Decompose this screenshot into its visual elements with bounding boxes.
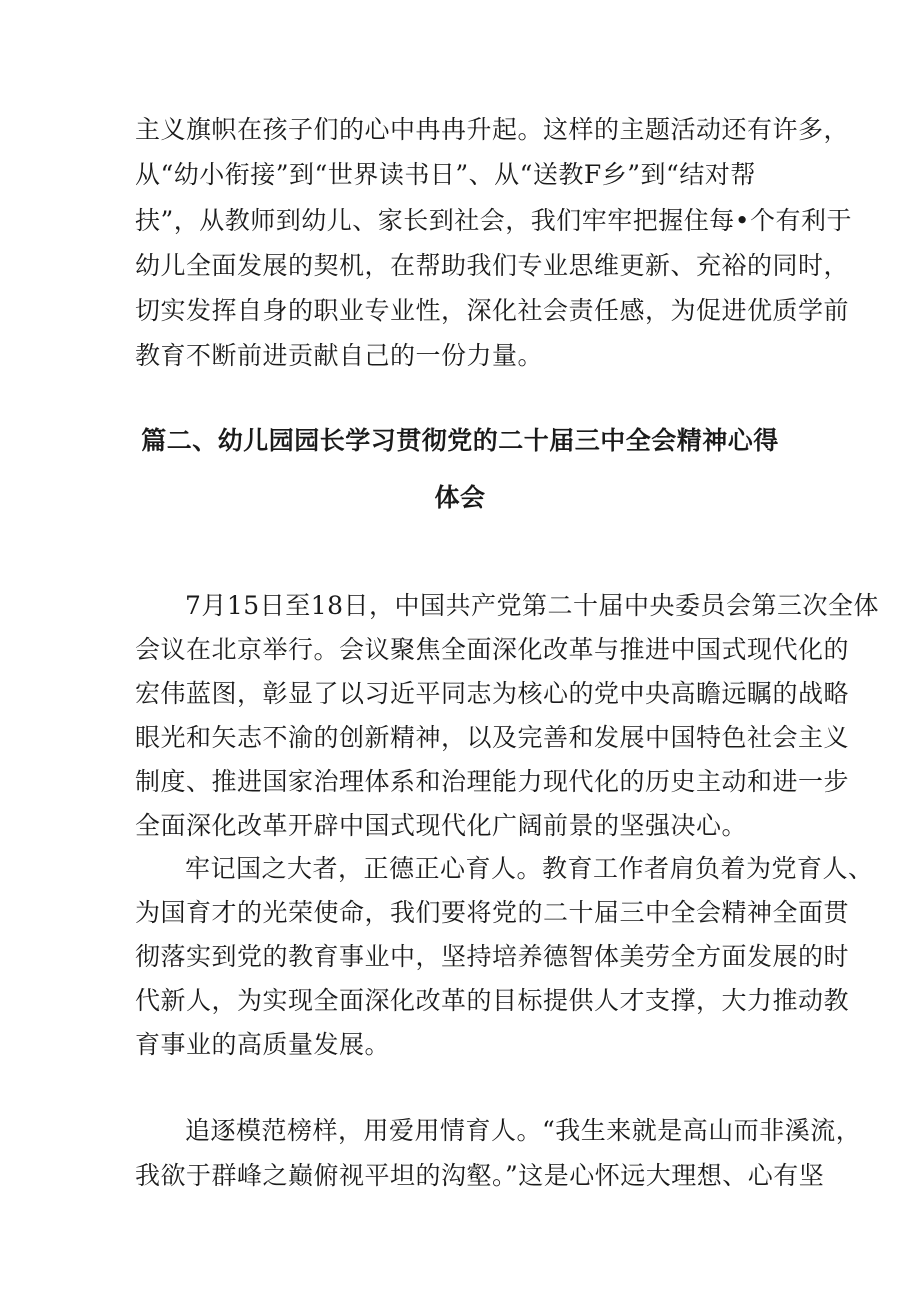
text-line: 幼儿全面发展的契机，在帮助我们专业思维更新、充裕的同时， bbox=[135, 251, 850, 280]
text-line: 育事业的高质量发展。 bbox=[135, 1030, 391, 1059]
text-line: 全面深化改革开辟中国式现代化广阔前景的坚强决心。 bbox=[135, 811, 748, 840]
text-line: 代新人，为实现全面深化改革的目标提供人才支撑，大力推动教 bbox=[135, 986, 850, 1015]
text-line: 彻落实到党的教育事业中，坚持培养德智体美劳全方面发展的时 bbox=[135, 942, 850, 971]
text-line: 从“幼小衔接”到“世界读书日”、从“送教F乡”到“结对帮 bbox=[135, 160, 756, 189]
text-line: 宏伟蓝图，彰显了以习近平同志为核心的党中央高瞻远瞩的战略 bbox=[135, 679, 850, 708]
text-line: 主义旗帜在孩子们的心中冉冉升起。这样的主题活动还有许多， bbox=[135, 115, 850, 144]
text-line: 追逐模范榜样，用爱用情育人。“我生来就是高山而非溪流， bbox=[185, 1116, 862, 1145]
text-line: 我欲于群峰之巅俯视平坦的沟壑。”这是心怀远大理想、心有坚 bbox=[135, 1161, 825, 1190]
text-line: 扶”，从教师到幼儿、家长到社会，我们牢牢把握住每•个有利于 bbox=[135, 206, 853, 235]
section-title-line: 体会 bbox=[434, 483, 486, 512]
text-line: 牢记国之大者，正德正心育人。教育工作者肩负着为党育人、 bbox=[185, 854, 874, 883]
text-line: 制度、推进国家治理体系和治理能力现代化的历史主动和进一步 bbox=[135, 767, 850, 796]
text-line: 为国育才的光荣使命，我们要将党的二十届三中全会精神全面贯 bbox=[135, 898, 850, 927]
text-line: 切实发挥自身的职业专业性，深化社会责任感，为促进优质学前 bbox=[135, 296, 850, 325]
text-line: 眼光和矢志不渝的创新精神，以及完善和发展中国特色社会主义 bbox=[135, 723, 850, 752]
text-line: 教育不断前进贡献自己的一份力量。 bbox=[135, 341, 544, 370]
text-line: 会议在北京举行。会议聚焦全面深化改革与推进中国式现代化的 bbox=[135, 635, 850, 664]
text-line: 7月15日至18日，中国共产党第二十届中央委员会第三次全体 bbox=[185, 591, 880, 620]
section-title-line: 篇二、幼儿园园长学习贯彻党的二十届三中全会精神心得 bbox=[141, 426, 779, 455]
